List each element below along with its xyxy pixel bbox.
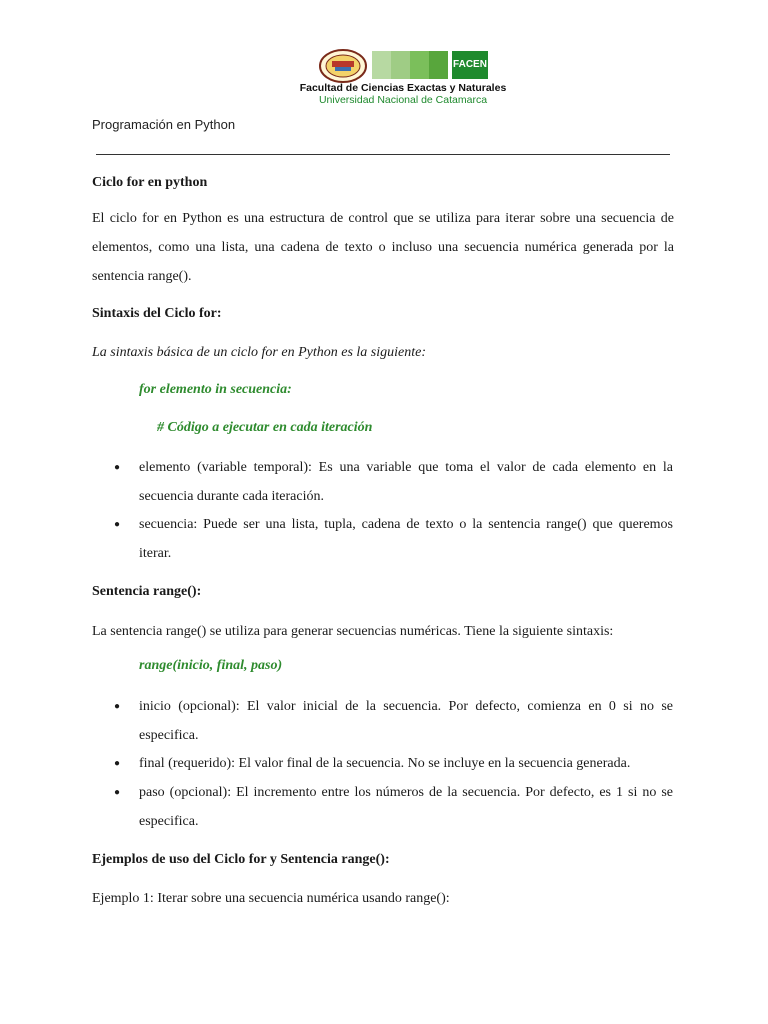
university-seal-icon [318, 49, 368, 83]
code-comment-line: # Código a ejecutar en cada iteración [157, 420, 373, 435]
facen-squares [372, 51, 488, 81]
bullet-paso: paso (opcional): El incremento entre los números de la secuencia. Por defecto, es 1 si no se especifica. [139, 785, 673, 829]
faculty-name: Facultad de Ciencias Exactas y Naturales [299, 82, 507, 94]
range-intro: La sentencia range() se utiliza para generar secuencias numéricas. Tiene la siguiente sintaxis: [92, 624, 614, 639]
facen-logo [299, 47, 507, 107]
bullet-icon: ● [114, 787, 121, 798]
bullet-final: final (requerido): El valor final de la secuencia. No se incluye en la secuencia generada. [139, 756, 631, 771]
bullet-inicio: inicio (opcional): El valor inicial de la secuencia. Por defecto, comienza en 0 si no se especifica. [139, 699, 673, 743]
heading-ejemplos: Ejemplos de uso del Ciclo for y Sentencia range(): [92, 852, 390, 867]
code-range-line: range(inicio, final, paso) [139, 658, 283, 673]
bullet-elemento: elemento (variable temporal): Es una variable que toma el valor de cada elemento en la secuencia durante cada iteración. [139, 460, 673, 504]
university-name: Universidad Nacional de Catamarca [318, 94, 488, 106]
heading-sintaxis: Sintaxis del Ciclo for: [92, 306, 222, 321]
course-title: Programación en Python [92, 117, 236, 132]
facen-label: FACEN [452, 51, 488, 79]
intro-paragraph: El ciclo for en Python es una estructura de control que se utiliza para iterar sobre una secuencia de elementos, como una lista, una cadena de texto o incluso una secuencia numérica generada por la sentencia range(). [92, 211, 674, 284]
header-divider [96, 154, 670, 155]
bullet-secuencia: secuencia: Puede ser una lista, tupla, cadena de texto o la sentencia range() que queremos iterar. [139, 517, 673, 561]
code-for-line: for elemento in secuencia: [139, 382, 292, 397]
bullet-icon: ● [114, 462, 121, 473]
heading-ciclo-for: Ciclo for en python [92, 175, 208, 190]
sintaxis-intro: La sintaxis básica de un ciclo for en Python es la siguiente: [92, 345, 427, 360]
ejemplo-1: Ejemplo 1: Iterar sobre una secuencia numérica usando range(): [92, 891, 450, 906]
bullet-icon: ● [114, 758, 121, 769]
bullet-icon: ● [114, 519, 121, 530]
heading-range: Sentencia range(): [92, 584, 202, 599]
bullet-icon: ● [114, 701, 121, 712]
